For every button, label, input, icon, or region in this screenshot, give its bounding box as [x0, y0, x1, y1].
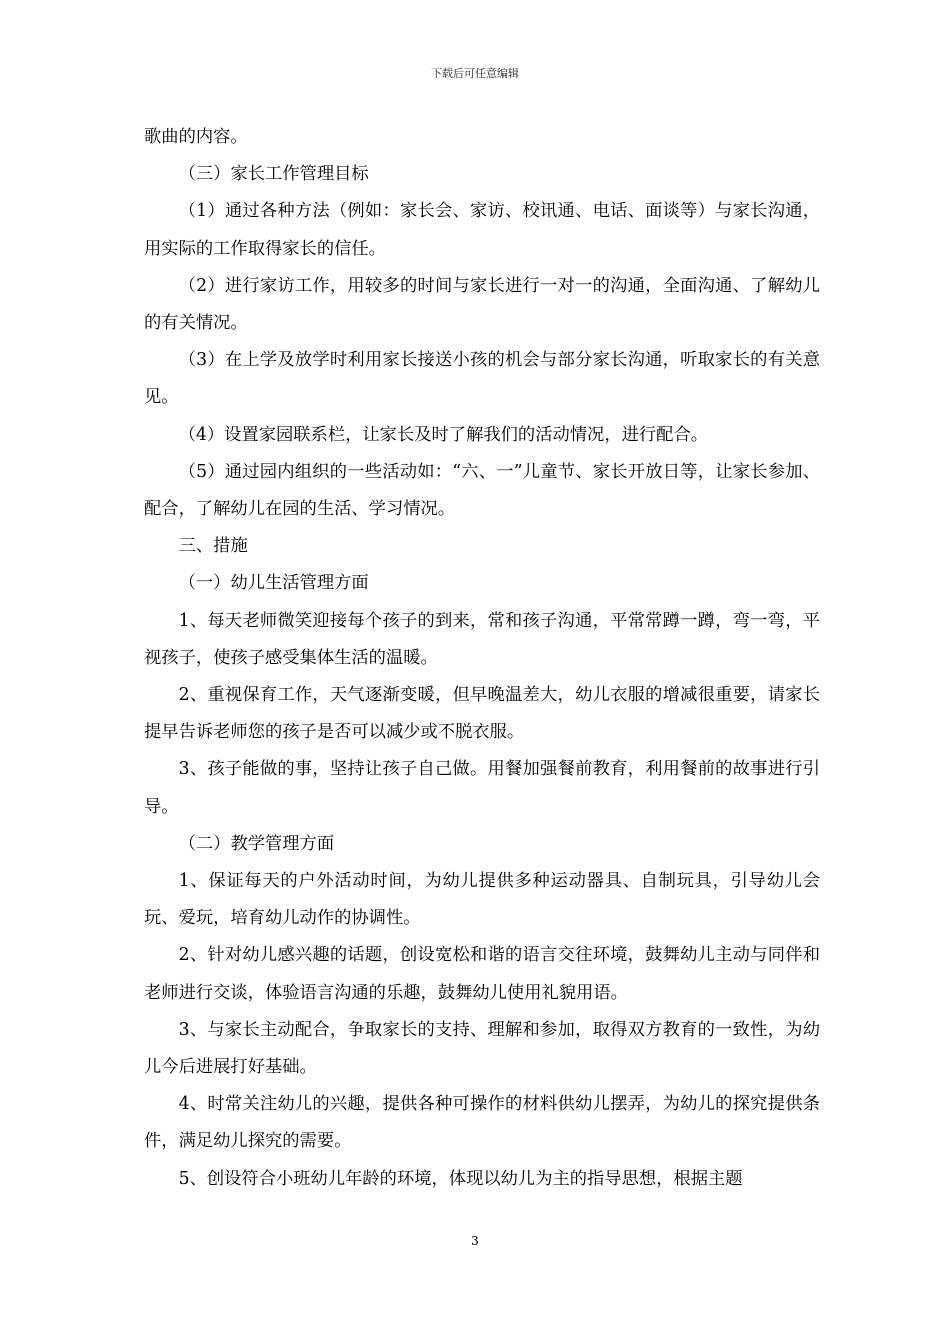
paragraph: （一）幼儿生活管理方面 [178, 573, 369, 594]
paragraph: 2、重视保育工作，天气逐渐变暖，但早晚温差大，幼儿衣服的增减很重要，请家长提早告诉老师您的孩子是否可以减少或不脱衣服。 [144, 685, 820, 743]
paragraph: （二）教学管理方面 [178, 833, 335, 854]
paragraph: 歌曲的内容。 [144, 127, 248, 147]
page-number: 3 [471, 1234, 479, 1248]
paragraph: （3）在上学及放学时利用家长接送小孩的机会与部分家长沟通，听取家长的有关意见。 [144, 350, 820, 408]
paragraph: （4）设置家园联系栏，让家长及时了解我们的活动情况，进行配合。 [178, 424, 709, 445]
paragraph: （三）家长工作管理目标 [178, 164, 369, 185]
paragraph: （1）通过各种方法（例如：家长会、家访、校讯通、电话、面谈等）与家长沟通，用实际的工作取得家长的信任。 [144, 201, 820, 259]
page-header: 下载后可任意编辑 [431, 67, 519, 80]
paragraph: 3、孩子能做的事，坚持让孩子自己做。用餐加强餐前教育，利用餐前的故事进行引导。 [144, 759, 820, 817]
paragraph: 三、措施 [178, 536, 248, 557]
paragraph: 5、创设符合小班幼儿年龄的环境，体现以幼儿为主的指导思想，根据主题 [178, 1168, 743, 1189]
paragraph: 1、每天老师微笑迎接每个孩子的到来，常和孩子沟通，平常常蹲一蹲，弯一弯，平视孩子，使孩子感受集体生活的温暖。 [144, 610, 820, 668]
paragraph: 2、针对幼儿感兴趣的话题，创设宽松和谐的语言交往环境，鼓舞幼儿主动与同伴和老师进行交谈，体验语言沟通的乐趣，鼓舞幼儿使用礼貌用语。 [144, 945, 820, 1003]
document-body [144, 119, 820, 1198]
paragraph: （5）通过园内组织的一些活动如：“六、一”儿童节、家长开放日等，让家长参加、配合，了解幼儿在园的生活、学习情况。 [144, 461, 820, 520]
paragraph: 4、时常关注幼儿的兴趣，提供各种可操作的材料供幼儿摆弄，为幼儿的探究提供条件，满足幼儿探究的需要。 [144, 1094, 820, 1152]
paragraph: （2）进行家访工作，用较多的时间与家长进行一对一的沟通，全面沟通、了解幼儿的有关情况。 [144, 275, 820, 334]
paragraph: 1、保证每天的户外活动时间，为幼儿提供多种运动器具、自制玩具，引导幼儿会玩、爱玩，培育幼儿动作的协调性。 [144, 871, 820, 929]
paragraph: 3、与家长主动配合，争取家长的支持、理解和参加，取得双方教育的一致性，为幼儿今后进展打好基础。 [144, 1019, 820, 1078]
